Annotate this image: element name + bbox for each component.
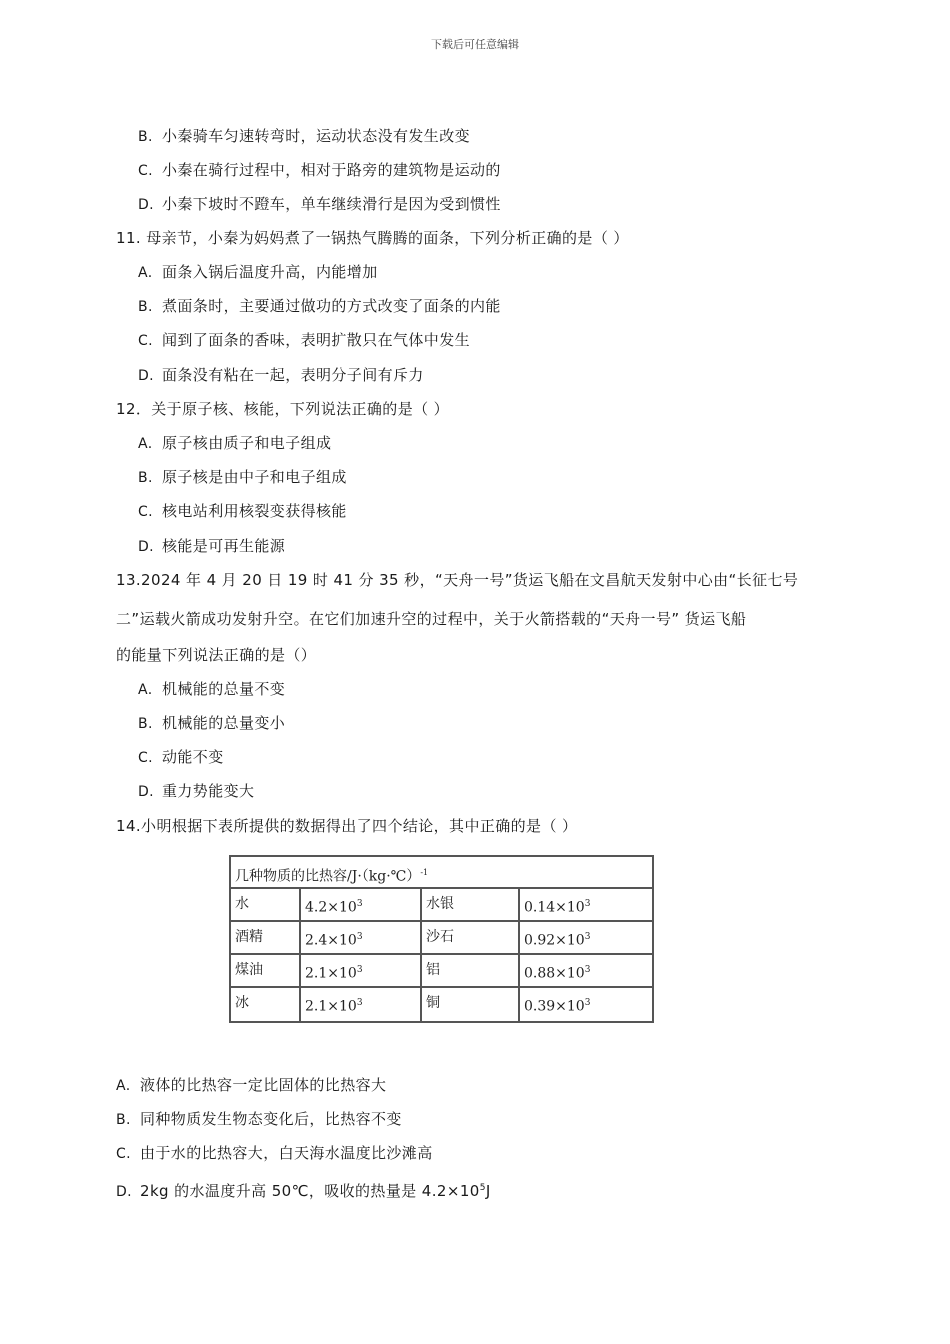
- material-cell: 铝: [422, 955, 520, 986]
- q11-option-b: [138, 296, 501, 317]
- q13-stem-line-2: 二”运载火箭成功发射升空。在它们加速升空的过程中，关于火箭搭载的“天舟一号” 货运飞船: [116, 610, 747, 628]
- material-cell: 水银: [422, 889, 520, 920]
- value-cell: [301, 922, 422, 953]
- material-cell: 沙石: [422, 922, 520, 953]
- value-text: 0.92×10: [524, 932, 585, 949]
- q12-option-a: [138, 433, 331, 454]
- option-label: B.: [116, 1112, 131, 1128]
- table-title-sup: -1: [420, 868, 429, 877]
- table-row: [231, 922, 652, 955]
- material-cell: 铜: [422, 988, 520, 1021]
- value-text: 0.88×10: [524, 965, 585, 982]
- exponent: 3: [584, 932, 591, 942]
- q13-option-c: [138, 747, 224, 768]
- value-cell: [520, 988, 652, 1021]
- q14-option-c: [116, 1143, 433, 1164]
- option-label: A.: [138, 436, 153, 452]
- option-text: 由于水的比热容大，白天海水温度比沙滩高: [140, 1144, 433, 1162]
- material-cell: 水: [231, 889, 301, 920]
- q14-option-d: [116, 1178, 491, 1202]
- q12-option-d: [138, 536, 285, 557]
- q10-option-b: [138, 126, 470, 147]
- value-text: 2.1×10: [305, 998, 357, 1015]
- value-cell: [301, 955, 422, 986]
- option-text: 原子核是由中子和电子组成: [162, 468, 347, 486]
- exponent: 3: [356, 998, 363, 1008]
- q13-stem-line-1: 13.2024 年 4 月 20 日 19 时 41 分 35 秒，“天舟一号”货运飞船在文昌航天发射中心由“长征七号: [116, 571, 799, 589]
- table-row: [231, 955, 652, 988]
- option-label: B.: [138, 716, 153, 732]
- option-text: 小秦在骑行过程中，相对于路旁的建筑物是运动的: [162, 161, 501, 179]
- q11-option-d: [138, 365, 424, 386]
- option-text: 小秦骑车匀速转弯时，运动状态没有发生改变: [162, 127, 471, 145]
- q11-option-c: [138, 330, 470, 351]
- option-text: 煮面条时，主要通过做功的方式改变了面条的内能: [162, 297, 501, 315]
- option-text: 闻到了面条的香味，表明扩散只在气体中发生: [162, 331, 471, 349]
- option-label: C.: [116, 1146, 132, 1162]
- option-label: A.: [138, 682, 153, 698]
- value-cell: [520, 955, 652, 986]
- specific-heat-table: [229, 855, 654, 1023]
- option-text: 动能不变: [162, 748, 224, 766]
- option-label: B.: [138, 129, 153, 145]
- option-text: 重力势能变大: [162, 782, 255, 800]
- option-text: 同种物质发生物态变化后，比热容不变: [140, 1110, 402, 1128]
- table-title-text: 几种物质的比热容/J·（kg·℃）: [235, 868, 421, 885]
- option-text: 核能是可再生能源: [162, 537, 286, 555]
- exponent: 3: [356, 899, 363, 909]
- unit-text: J: [485, 1182, 491, 1200]
- option-label: A.: [116, 1078, 131, 1094]
- exponent: 3: [356, 965, 363, 975]
- value-text: 4.2×10: [305, 899, 357, 916]
- q13-option-a: [138, 679, 285, 700]
- exponent: 3: [356, 932, 363, 942]
- q14-option-a: [116, 1075, 386, 1096]
- option-label: A.: [138, 265, 153, 281]
- value-cell: [520, 889, 652, 920]
- exponent: 3: [584, 965, 591, 975]
- exponent: 5: [479, 1183, 486, 1193]
- exponent: 3: [584, 998, 591, 1008]
- option-text: 2kg 的水温度升高 50℃，吸收的热量是 4.2×10: [140, 1182, 480, 1200]
- q13-option-b: [138, 713, 285, 734]
- value-text: 2.4×10: [305, 932, 357, 949]
- q11-option-a: [138, 262, 378, 283]
- option-label: D.: [138, 368, 155, 384]
- option-text: 机械能的总量不变: [162, 680, 286, 698]
- q12-option-b: [138, 467, 347, 488]
- q10-option-d: [138, 194, 501, 215]
- material-cell: 煤油: [231, 955, 301, 986]
- option-label: C.: [138, 750, 154, 766]
- option-label: D.: [138, 539, 155, 555]
- option-label: C.: [138, 504, 154, 520]
- q12-option-c: [138, 501, 347, 522]
- q11-stem: 11. 母亲节，小秦为妈妈煮了一锅热气腾腾的面条，下列分析正确的是（ ）: [116, 229, 629, 247]
- value-cell: [520, 922, 652, 953]
- option-text: 原子核由质子和电子组成: [162, 434, 332, 452]
- option-text: 面条没有粘在一起，表明分子间有斥力: [162, 366, 424, 384]
- value-text: 2.1×10: [305, 965, 357, 982]
- value-text: 0.14×10: [524, 899, 585, 916]
- exponent: 3: [584, 899, 591, 909]
- q14-option-b: [116, 1109, 402, 1130]
- value-text: 0.39×10: [524, 998, 585, 1015]
- table-title: [231, 857, 652, 889]
- table-row: [231, 889, 652, 922]
- q13-stem-line-3: 的能量下列说法正确的是（）: [116, 646, 317, 664]
- table-row: [231, 988, 652, 1021]
- value-cell: [301, 988, 422, 1021]
- option-text: 液体的比热容一定比固体的比热容大: [140, 1076, 387, 1094]
- q12-stem: 12．关于原子核、核能，下列说法正确的是（ ）: [116, 400, 450, 418]
- option-label: B.: [138, 299, 153, 315]
- material-cell: 酒精: [231, 922, 301, 953]
- option-label: C.: [138, 163, 154, 179]
- material-cell: 冰: [231, 988, 301, 1021]
- option-label: B.: [138, 470, 153, 486]
- page-header: 下载后可任意编辑: [431, 38, 519, 51]
- value-cell: [301, 889, 422, 920]
- option-text: 面条入锅后温度升高，内能增加: [162, 263, 378, 281]
- option-label: C.: [138, 333, 154, 349]
- option-text: 机械能的总量变小: [162, 714, 286, 732]
- option-label: D.: [138, 197, 155, 213]
- option-text: 小秦下坡时不蹬车，单车继续滑行是因为受到惯性: [162, 195, 501, 213]
- q13-option-d: [138, 781, 254, 802]
- q10-option-c: [138, 160, 501, 181]
- q14-stem: 14.小明根据下表所提供的数据得出了四个结论，其中正确的是（ ）: [116, 817, 578, 835]
- option-label: D.: [116, 1184, 133, 1200]
- option-label: D.: [138, 784, 155, 800]
- option-text: 核电站利用核裂变获得核能: [162, 502, 347, 520]
